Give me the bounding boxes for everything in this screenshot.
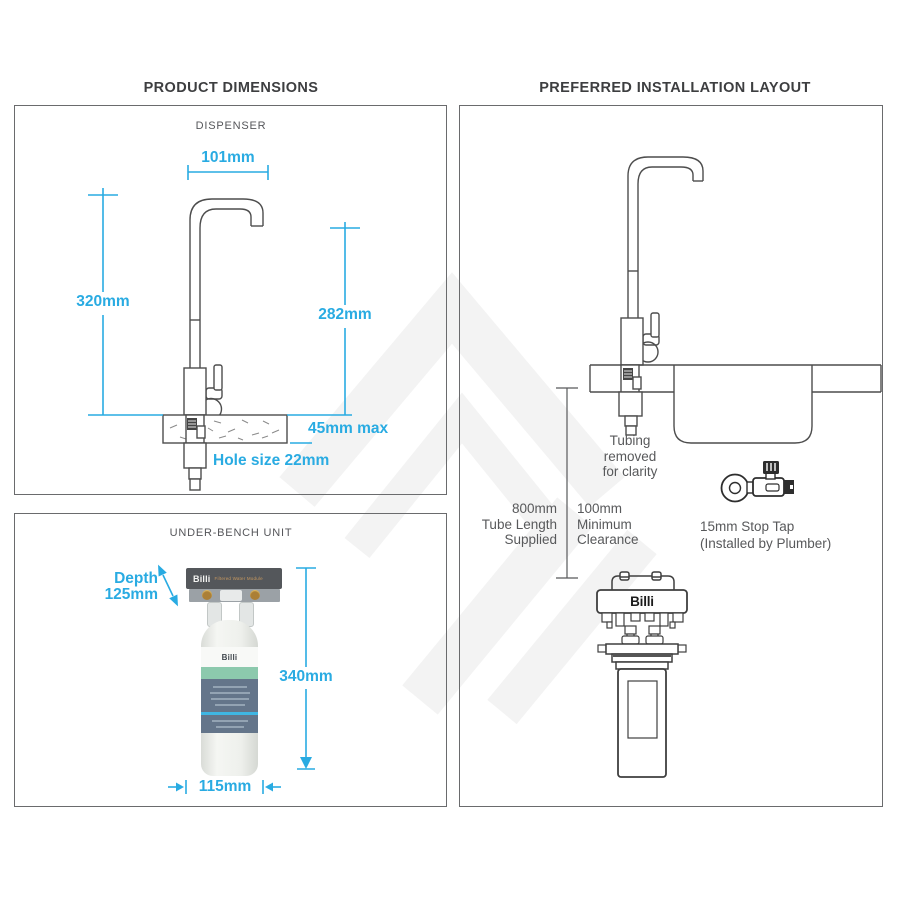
cartridge-teal-band — [201, 667, 258, 679]
filter-head-unit — [186, 568, 282, 589]
clearance-dim-line — [556, 388, 578, 578]
dim-45mm-max: 45mm max — [308, 420, 389, 437]
dim-hole-size: Hole size 22mm — [213, 452, 330, 469]
cartridge-brand-band — [201, 647, 258, 667]
dim-101mm: 101mm — [201, 149, 255, 166]
left-panel-title: PRODUCT DIMENSIONS — [143, 80, 319, 96]
dispenser-label: DISPENSER — [195, 120, 267, 132]
depth-word: Depth — [114, 570, 158, 587]
dim-320mm: 320mm — [76, 293, 130, 310]
installation-tap-drawing — [590, 157, 881, 443]
stop-tap-note: 15mm Stop Tap (Installed by Plumber) — [700, 519, 832, 551]
billi-head-logo: Billi — [193, 573, 211, 584]
filter-module-text: Filtered Water Module — [214, 576, 263, 581]
stop-tap-icon — [722, 461, 795, 502]
billi-filter-logo: Billi — [630, 594, 654, 609]
brass-fitting-right — [250, 590, 260, 600]
dim-340mm: 340mm — [279, 668, 333, 685]
dim-101mm-line — [188, 165, 268, 180]
filter-cartridge — [201, 620, 258, 776]
dim-115mm: 115mm — [198, 778, 252, 795]
cartridge-label — [201, 679, 258, 733]
tube-length-note: 800mm Tube Length Supplied — [481, 501, 557, 547]
depth-arrow — [154, 563, 182, 608]
brass-fitting-left — [202, 590, 212, 600]
right-panel-title: PREFERRED INSTALLATION LAYOUT — [539, 80, 811, 96]
billi-cartridge-logo: Billi — [221, 652, 238, 662]
dim-282mm: 282mm — [318, 306, 372, 323]
tubing-note: Tubing removed for clarity — [602, 433, 658, 479]
clearance-note: 100mm Minimum Clearance — [577, 501, 639, 547]
underbench-label: UNDER-BENCH UNIT — [169, 527, 293, 539]
depth-value: 125mm — [104, 586, 158, 603]
bracket-center — [220, 590, 242, 601]
dispenser-tap-drawing — [163, 199, 287, 490]
